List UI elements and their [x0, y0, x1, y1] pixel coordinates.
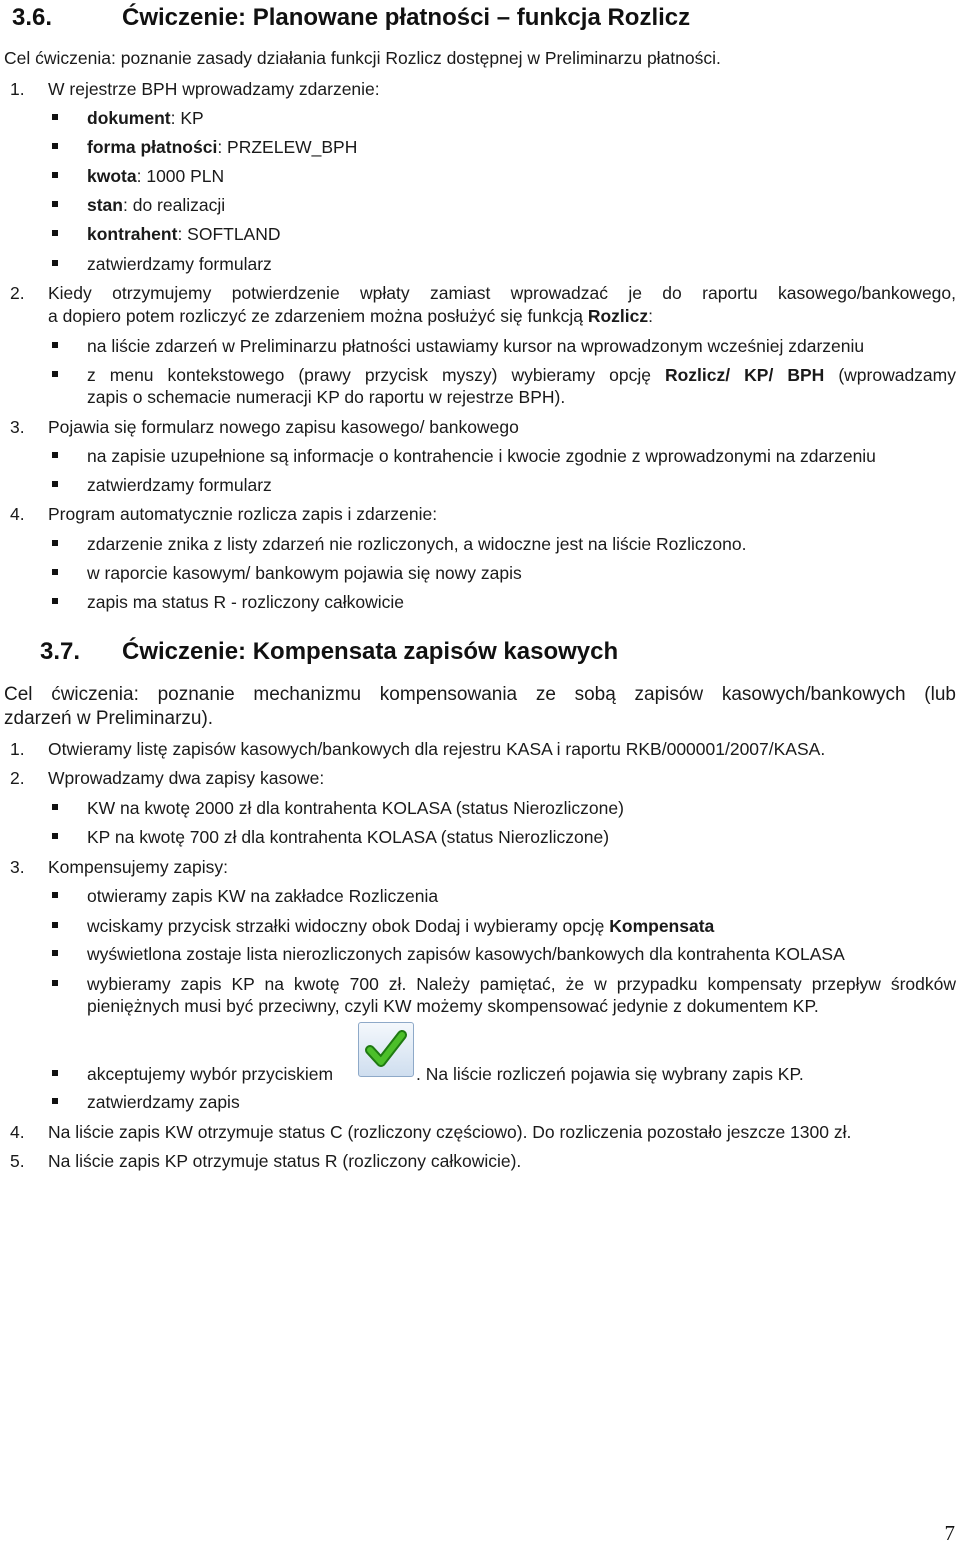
section-3-7-goal-continued: zdarzeń w Preliminarzu).: [4, 708, 214, 729]
bullet-icon: [52, 481, 58, 487]
bullet-icon: [52, 569, 58, 575]
step-number: 3.: [10, 417, 25, 437]
bullet-icon: [52, 114, 58, 120]
list-item: w raporcie kasowym/ bankowym pojawia się nowy zapis: [87, 563, 522, 583]
step-number: 2.: [10, 283, 25, 303]
bullet-icon: [52, 371, 58, 377]
list-item: zatwierdzamy zapis: [87, 1092, 240, 1112]
bullet-icon: [52, 922, 58, 928]
list-item: zatwierdzamy formularz: [87, 254, 272, 274]
list-item: KP na kwotę 700 zł dla kontrahenta KOLASA (status Nierozliczone): [87, 827, 610, 847]
list-item: na zapisie uzupełnione są informacje o kontrahencie i kwocie zgodnie z wprowadzonymi na zdarzeniu: [87, 446, 876, 466]
bullet-icon: [52, 598, 58, 604]
step-text: Kompensujemy zapisy:: [48, 857, 228, 877]
bullet-icon: [52, 172, 58, 178]
step-text: Pojawia się formularz nowego zapisu kasowego/ bankowego: [48, 417, 519, 437]
step-text-continued: a dopiero potem rozliczyć ze zdarzeniem można posłużyć się funkcją Rozlicz:: [48, 306, 653, 326]
bullet-icon: [52, 980, 58, 986]
accept-button: [358, 1022, 414, 1077]
bullet-icon: [52, 260, 58, 266]
page-number: 7: [944, 1521, 955, 1545]
list-item-continued: zapis o schemacie numeracji KP do raportu w rejestrze BPH).: [87, 387, 566, 407]
bullet-icon: [52, 201, 58, 207]
bullet-icon: [52, 230, 58, 236]
section-3-7-number: 3.7.: [40, 638, 81, 665]
list-item: zatwierdzamy formularz: [87, 475, 272, 495]
step-text: Wprowadzamy dwa zapisy kasowe:: [48, 768, 325, 788]
bullet-icon: [52, 342, 58, 348]
bullet-icon: [52, 1098, 58, 1104]
section-3-7-title: Ćwiczenie: Kompensata zapisów kasowych: [122, 638, 619, 665]
bullet-icon: [52, 143, 58, 149]
step-number: 4.: [10, 1122, 25, 1142]
step-number: 3.: [10, 857, 25, 877]
list-item: stan: do realizacji: [87, 195, 226, 215]
list-item: zdarzenie znika z listy zdarzeń nie rozliczonych, a widoczne jest na liście Rozliczono.: [87, 534, 747, 554]
step-number: 1.: [10, 79, 25, 99]
step-text: Otwieramy listę zapisów kasowych/bankowych dla rejestru KASA i raportu RKB/000001/2007/KASA.: [48, 739, 826, 759]
list-item: wybieramy zapis KP na kwotę 700 zł. Należy pamiętać, że w przypadku kompensaty przepływ środków: [87, 974, 956, 994]
step-text: W rejestrze BPH wprowadzamy zdarzenie:: [48, 79, 380, 99]
section-3-6-number: 3.6.: [12, 4, 53, 31]
list-item: akceptujemy wybór przyciskiem: [87, 1064, 334, 1084]
step-number: 1.: [10, 739, 25, 759]
section-3-6-title: Ćwiczenie: Planowane płatności – funkcja Rozlicz: [122, 4, 691, 31]
list-item: kwota: 1000 PLN: [87, 166, 225, 186]
bullet-icon: [52, 950, 58, 956]
step-number: 2.: [10, 768, 25, 788]
list-item: wyświetlona zostaje lista nierozliczonych zapisów kasowych/bankowych dla kontrahenta KOLASA: [87, 944, 845, 964]
list-item: forma płatności: PRZELEW_BPH: [87, 137, 358, 157]
list-item: KW na kwotę 2000 zł dla kontrahenta KOLASA (status Nierozliczone): [87, 798, 624, 818]
list-item-continued: pieniężnych musi być przeciwny, czyli KW możemy skompensować jedynie z dokumentem KP.: [87, 996, 819, 1016]
section-3-6-goal: Cel ćwiczenia: poznanie zasady działania funkcji Rozlicz dostępnej w Preliminarzu płatności.: [4, 48, 721, 68]
bullet-icon: [52, 540, 58, 546]
list-item-continued: . Na liście rozliczeń pojawia się wybrany zapis KP.: [416, 1064, 804, 1084]
bullet-icon: [52, 833, 58, 839]
step-text: Program automatycznie rozlicza zapis i zdarzenie:: [48, 504, 438, 524]
green-checkmark-icon: [359, 1023, 413, 1076]
list-item: z menu kontekstowego (prawy przycisk myszy) wybieramy opcję Rozlicz/ KP/ BPH (wprowadzamy: [87, 365, 956, 385]
list-item: otwieramy zapis KW na zakładce Rozliczenia: [87, 886, 439, 906]
bullet-icon: [52, 1070, 58, 1076]
step-number: 5.: [10, 1151, 25, 1171]
step-text: Na liście zapis KW otrzymuje status C (rozliczony częściowo). Do rozliczenia pozostało jeszcze 1300 zł.: [48, 1122, 852, 1142]
list-item: dokument: KP: [87, 108, 204, 128]
step-number: 4.: [10, 504, 25, 524]
step-text: Na liście zapis KP otrzymuje status R (rozliczony całkowicie).: [48, 1151, 522, 1171]
list-item: zapis ma status R - rozliczony całkowicie: [87, 592, 405, 612]
bullet-icon: [52, 804, 58, 810]
list-item: kontrahent: SOFTLAND: [87, 224, 281, 244]
bullet-icon: [52, 892, 58, 898]
list-item: wciskamy przycisk strzałki widoczny obok Dodaj i wybieramy opcję Kompensata: [87, 916, 715, 936]
bullet-icon: [52, 452, 58, 458]
step-text: Kiedy otrzymujemy potwierdzenie wpłaty zamiast wprowadzać je do raportu kasowego/bankowego,: [48, 283, 956, 303]
section-3-7-goal: Cel ćwiczenia: poznanie mechanizmu kompensowania ze sobą zapisów kasowych/bankowych (lub: [4, 684, 956, 705]
list-item: na liście zdarzeń w Preliminarzu płatności ustawiamy kursor na wprowadzonym wcześniej zdarzeniu: [87, 336, 865, 356]
